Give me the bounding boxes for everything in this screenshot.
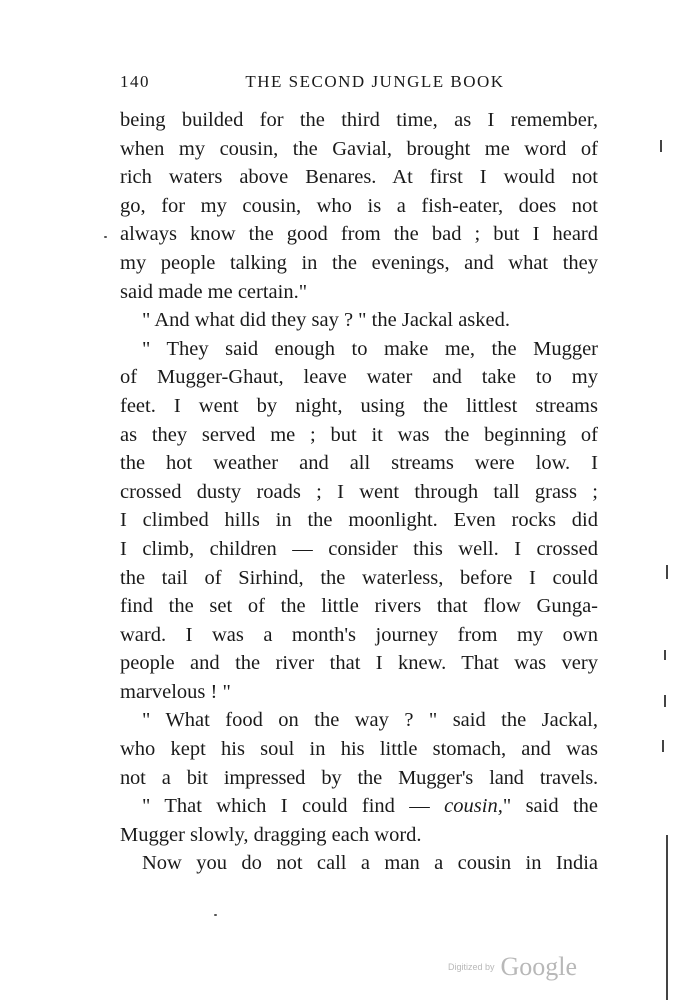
text-line: people and the river that I knew. That was very: [120, 652, 598, 675]
scan-artifact: [664, 650, 666, 660]
text-line: who kept his soul in his little stomach, and was: [120, 738, 598, 761]
text-line: " And what did they say ? " the Jackal asked.: [142, 309, 510, 332]
text-line: I climbed hills in the moonlight. Even rocks did: [120, 509, 598, 532]
scan-artifact: [214, 914, 217, 916]
running-title: THE SECOND JUNGLE BOOK: [245, 72, 505, 91]
watermark-prefix: Digitized by: [448, 962, 495, 972]
scan-artifact: [664, 695, 666, 707]
text-line: always know the good from the bad ; but I heard: [120, 223, 598, 246]
scan-artifact: [104, 236, 107, 238]
text-line: go, for my cousin, who is a fish-eater, does not: [120, 194, 598, 217]
scan-artifact: [662, 740, 664, 752]
text-line: feet. I went by night, using the littlest streams: [120, 394, 598, 417]
text-line: as they served me ; but it was the beginning of: [120, 423, 598, 446]
text-line: not a bit impressed by the Mugger's land travels.: [120, 766, 598, 789]
text-segment: " said the: [502, 795, 599, 818]
text-line: of Mugger-Ghaut, leave water and take to my: [120, 366, 598, 389]
text-line: being builded for the third time, as I remember,: [120, 109, 598, 131]
scan-artifact: [660, 140, 662, 152]
text-line: my people talking in the evenings, and what they: [120, 251, 598, 274]
google-logo: Google: [500, 952, 578, 981]
text-line: crossed dusty roads ; I went through tall grass ;: [120, 480, 598, 503]
text-line: marvelous ! ": [120, 680, 231, 703]
text-line: Now you do not call a man a cousin in India: [142, 852, 598, 875]
text-line: " What food on the way ? " said the Jackal,: [142, 709, 598, 732]
scan-artifact: [666, 835, 668, 1000]
text-line: find the set of the little rivers that flow Gunga-: [120, 595, 598, 618]
text-line: " They said enough to make me, the Mugger: [142, 337, 598, 360]
text-line: I climb, children — consider this well. I crossed: [120, 537, 598, 560]
running-head: [120, 72, 600, 96]
body-text: [120, 106, 598, 878]
text-line: when my cousin, the Gavial, brought me word of: [120, 137, 598, 160]
text-line: rich waters above Benares. At first I would not: [120, 166, 598, 189]
scan-artifact: [666, 565, 668, 579]
text-line: said made me certain.": [120, 280, 308, 303]
text-line: the tail of Sirhind, the waterless, before I could: [120, 566, 598, 589]
text-segment: " That which I could find —: [142, 795, 445, 818]
text-line: Mugger slowly, dragging each word.: [120, 823, 422, 846]
digitized-watermark: [448, 952, 577, 982]
text-line: ward. I was a month's journey from my own: [120, 623, 598, 646]
page-number: 140: [120, 72, 150, 91]
text-line: the hot weather and all streams were low. I: [120, 452, 598, 475]
text-line: [120, 792, 598, 821]
italic-word: cousin,: [444, 795, 503, 818]
